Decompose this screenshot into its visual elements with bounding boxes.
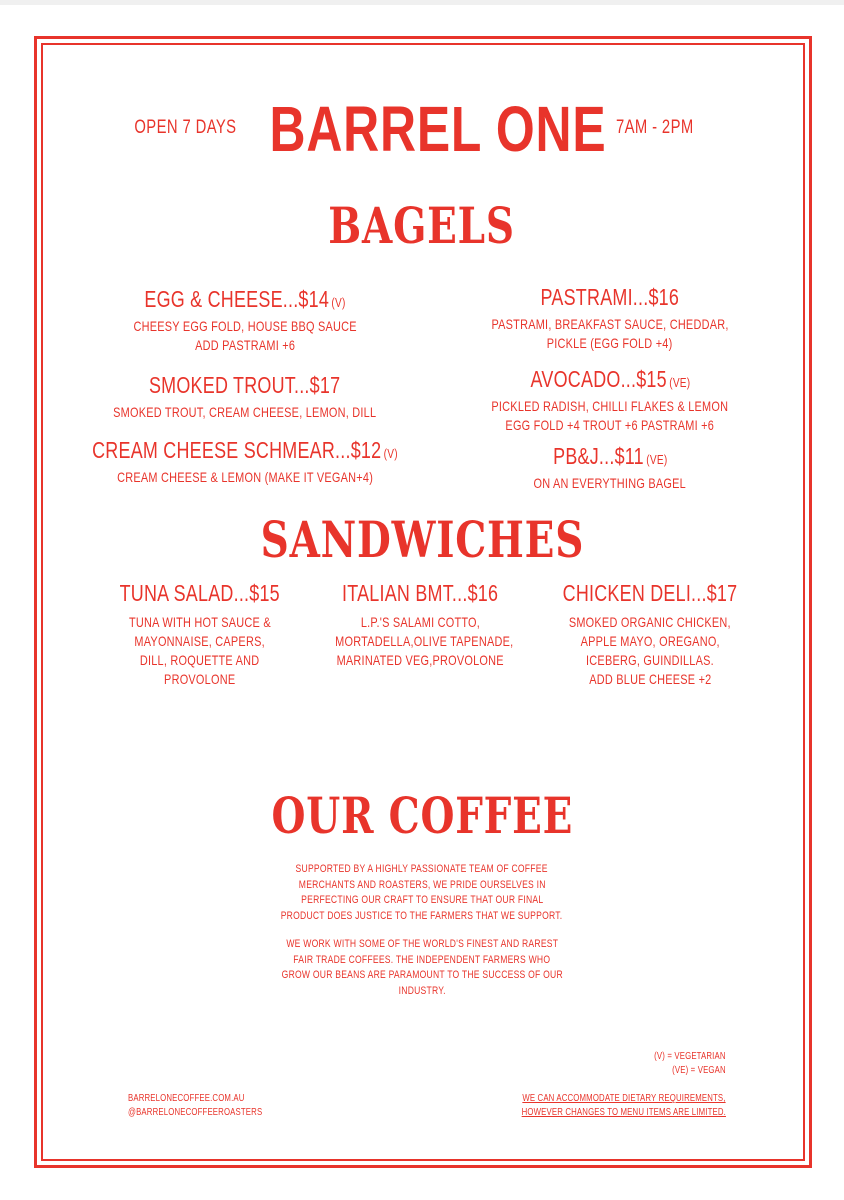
footer-contact [128, 1092, 328, 1120]
coffee-line: WE WORK WITH SOME OF THE WORLD'S FINEST AND RAREST [286, 938, 558, 950]
diet-tag: (VE) [668, 375, 690, 390]
top-edge [0, 0, 844, 5]
item-desc: PROVOLONE [164, 671, 236, 687]
item-desc: L.P.'S SALAMI COTTO, [360, 614, 480, 630]
coffee-line: SUPPORTED BY A HIGHLY PASSIONATE TEAM OF COFFEE [295, 863, 549, 875]
item-desc: SMOKED TROUT, CREAM CHEESE, LEMON, DILL [113, 404, 377, 420]
menu-item [430, 443, 790, 493]
brand-title [222, 92, 622, 166]
item-desc: ON AN EVERYTHING BAGEL [533, 475, 687, 491]
dietary-note-line: WE CAN ACCOMMODATE DIETARY REQUIREMENTS, [522, 1093, 726, 1104]
dietary-note [460, 1092, 726, 1120]
item-desc: ICEBERG, GUINDILLAS. [586, 652, 714, 668]
item-desc: ADD PASTRAMI +6 [194, 337, 296, 353]
instagram-handle[interactable]: @BARRELONECOFFEEROASTERS [128, 1107, 263, 1118]
item-desc: PICKLE (EGG FOLD +4) [547, 335, 673, 351]
menu-item [90, 580, 310, 689]
coffee-paragraph-2 [222, 937, 622, 999]
coffee-line: FAIR TRADE COFFEES. THE INDEPENDENT FARMERS WHO [293, 953, 551, 966]
section-title-sandwiches [172, 510, 672, 569]
item-desc: DILL, ROQUETTE AND [140, 652, 260, 668]
item-desc: CREAM CHEESE & LEMON (MAKE IT VEGAN+4) [117, 469, 373, 485]
item-name: ITALIAN BMT...$16 [341, 580, 499, 606]
section-title-coffee [222, 786, 622, 845]
diet-tag: (VE) [645, 452, 668, 467]
menu-item [535, 580, 765, 689]
menu-item [60, 286, 430, 355]
item-name: PASTRAMI...$16 [540, 284, 680, 310]
diet-tag: (V) [383, 446, 398, 461]
item-name: EGG & CHEESE...$14 [144, 286, 330, 312]
coffee-line: MERCHANTS AND ROASTERS, WE PRIDE OURSELVES IN [298, 878, 546, 891]
item-desc: CHEESY EGG FOLD, HOUSE BBQ SAUCE [133, 318, 357, 334]
coffee-line: PRODUCT DOES JUSTICE TO THE FARMERS THAT WE SUPPORT. [281, 909, 563, 922]
item-desc: TUNA WITH HOT SAUCE & [129, 614, 271, 630]
bagels-title-text: BAGELS [328, 196, 516, 255]
menu-item [60, 372, 430, 422]
item-desc: PICKLED RADISH, CHILLI FLAKES & LEMON [491, 398, 729, 414]
diet-legend [600, 1050, 726, 1078]
hours-text: 7AM - 2PM [616, 117, 694, 138]
item-name: AVOCADO...$15 [530, 366, 667, 392]
item-desc: MARINATED VEG,PROVOLONE [336, 652, 504, 668]
coffee-paragraph-1 [222, 862, 622, 924]
item-name: PB&J...$11 [552, 443, 644, 469]
legend-vegetarian: (V) = VEGETARIAN [654, 1051, 726, 1062]
website-link[interactable]: BARRELONECOFFEE.COM.AU [128, 1093, 245, 1104]
sandwiches-title-text: SANDWICHES [260, 510, 584, 569]
item-desc: MORTADELLA,OLIVE TAPENADE, [335, 633, 514, 649]
coffee-line: PERFECTING OUR CRAFT TO ENSURE THAT OUR FINAL [300, 894, 544, 906]
coffee-line: GROW OUR BEANS ARE PARAMOUNT TO THE SUCCESS OF OUR [281, 969, 563, 981]
menu-item [430, 366, 790, 435]
item-desc: ADD BLUE CHEESE +2 [588, 671, 712, 687]
menu-item [430, 284, 790, 353]
menu-item [310, 580, 530, 670]
item-name: CREAM CHEESE SCHMEAR...$12 [92, 437, 382, 463]
coffee-title-text: OUR COFFEE [271, 786, 573, 845]
brand-title-text: BARREL ONE [269, 93, 607, 165]
item-name: CHICKEN DELI...$17 [562, 580, 738, 606]
item-desc: PASTRAMI, BREAKFAST SAUCE, CHEDDAR, [491, 316, 729, 332]
item-desc: SMOKED ORGANIC CHICKEN, [569, 614, 731, 630]
item-desc: MAYONNAISE, CAPERS, [134, 633, 266, 649]
section-title-bagels [222, 196, 622, 255]
item-name: TUNA SALAD...$15 [119, 580, 281, 606]
coffee-line: INDUSTRY. [398, 984, 446, 997]
legend-vegan: (VE) = VEGAN [672, 1065, 726, 1076]
item-desc: EGG FOLD +4 TROUT +6 PASTRAMI +6 [505, 417, 715, 433]
hours [590, 117, 720, 139]
open-days-text: OPEN 7 DAYS [134, 117, 237, 138]
item-name: SMOKED TROUT...$17 [149, 372, 341, 398]
diet-tag: (V) [331, 295, 346, 310]
menu-item [46, 437, 444, 487]
dietary-note-line: HOWEVER CHANGES TO MENU ITEMS ARE LIMITED. [521, 1107, 726, 1118]
item-desc: APPLE MAYO, OREGANO, [580, 633, 720, 649]
